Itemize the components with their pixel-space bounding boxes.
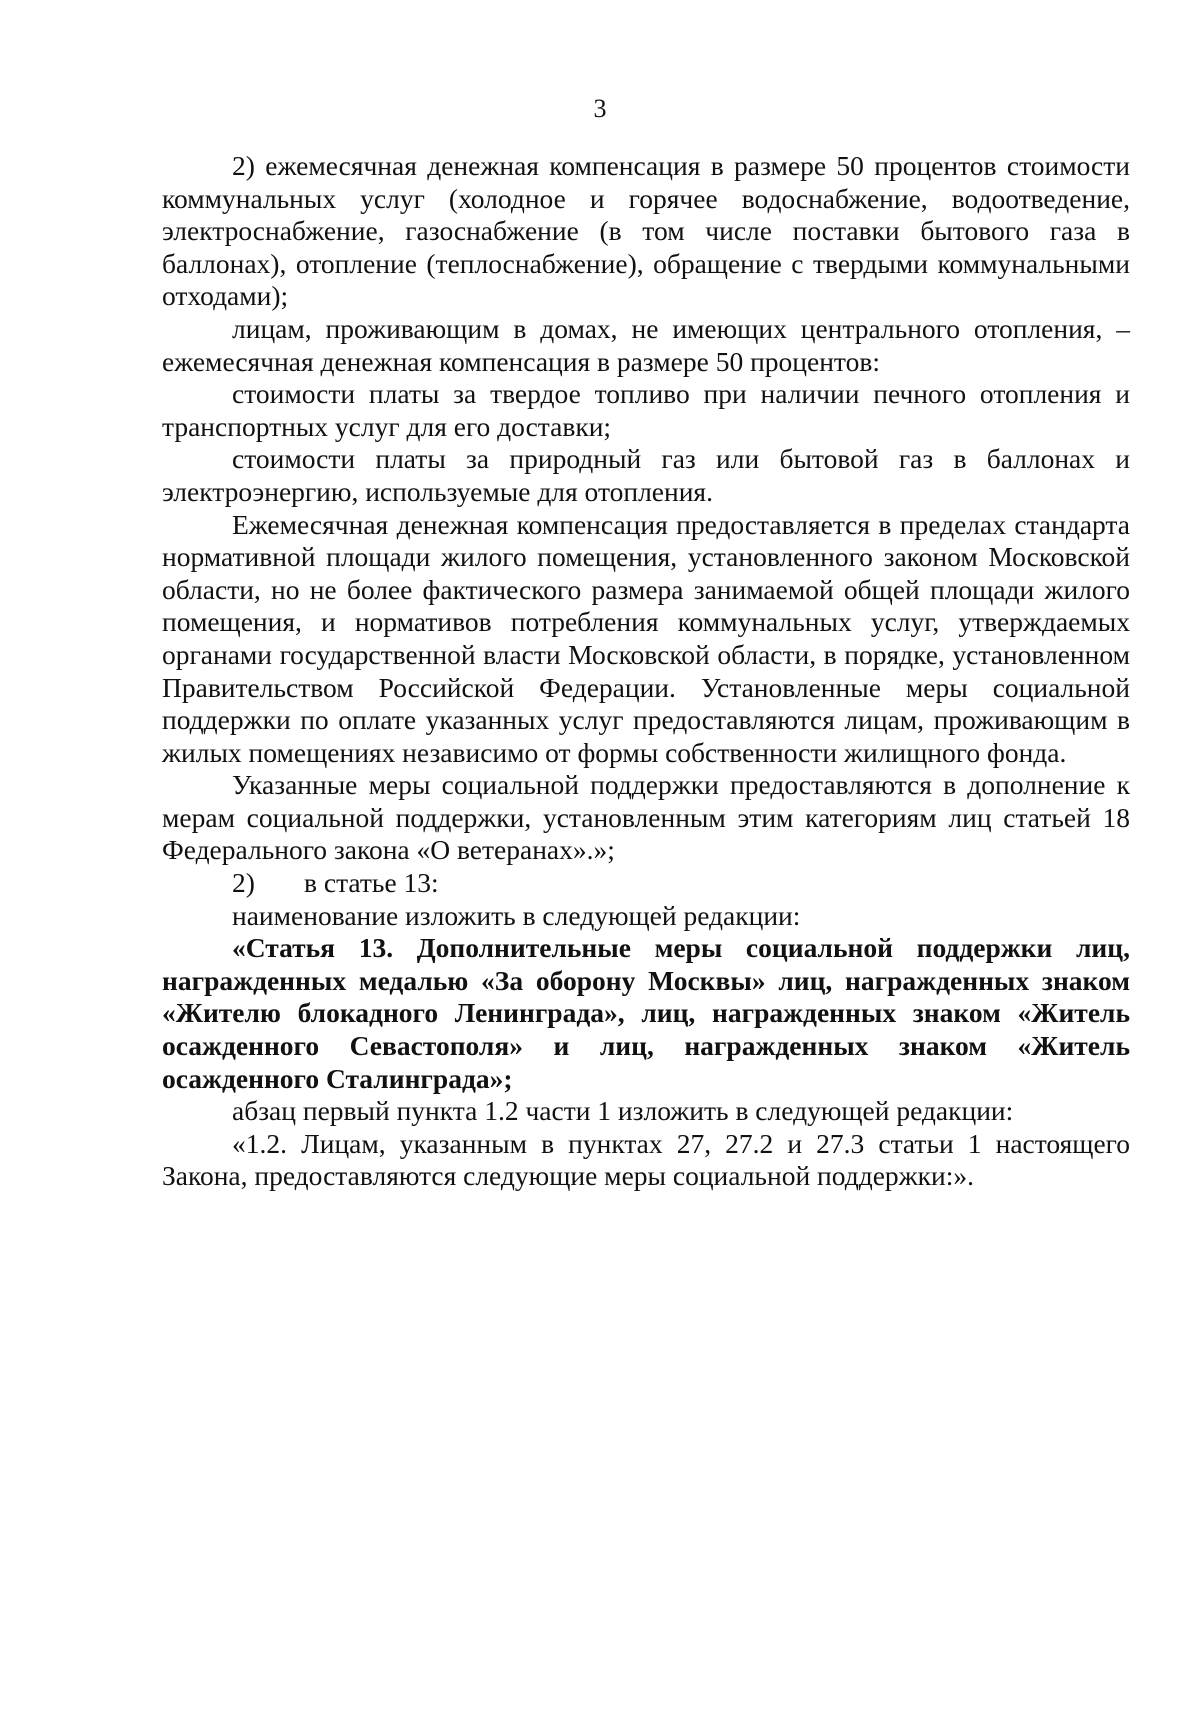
- paragraph-new-text: «1.2. Лицам, указанным в пунктах 27, 27.2 и 27.3 статьи 1 настоящего Закона, предоставляются следующие меры социальной поддержки:».: [162, 1127, 1130, 1192]
- list-item-number: 2): [232, 867, 255, 899]
- list-item-text: в статье 13:: [304, 867, 439, 899]
- page-number: 3: [593, 94, 607, 123]
- paragraph-title-instruction: наименование изложить в следующей редакции:: [232, 899, 801, 931]
- paragraph-additional-measures: Указанные меры социальной поддержки предоставляются в дополнение к мерам социальной поддержки, установленным этим категориям лиц статьей 18 Федерального закона «О ветеранах».»;: [162, 769, 1130, 866]
- paragraph-no-central-heating: лицам, проживающим в домах, не имеющих центрального отопления, – ежемесячная денежная компенсация в размере 50 процентов:: [162, 312, 1130, 377]
- document-body: [162, 150, 1130, 1193]
- paragraph-first-instruction: абзац первый пункта 1.2 части 1 изложить в следующей редакции:: [232, 1095, 1014, 1127]
- article-title: «Статья 13. Дополнительные меры социальной поддержки лиц, награжденных медалью «За оборону Москвы» лиц, награжденных знаком «Жителю блокадного Ленинграда», лиц, награжденных знаком «Житель осажденного Севастополя» и лиц, награжденных знаком «Житель осажденного Сталинграда»;: [162, 932, 1130, 1094]
- paragraph-compensation: 2) ежемесячная денежная компенсация в размере 50 процентов стоимости коммунальных услуг (холодное и горячее водоснабжение, водоотведение, электроснабжение, газоснабжение (в том числе поставки бытового газа в баллонах), отопление (теплоснабжение), обращение с твердыми коммунальными отходами);: [162, 150, 1130, 312]
- paragraph-solid-fuel: стоимости платы за твердое топливо при наличии печного отопления и транспортных услуг для его доставки;: [162, 378, 1130, 442]
- paragraph-compensation-limits: Ежемесячная денежная компенсация предоставляется в пределах стандарта нормативной площади жилого помещения, установленного законом Московской области, но не более фактического размера занимаемой общей площади жилого помещения, и нормативов потребления коммунальных услуг, утверждаемых органами государственной власти Московской области, в порядке, установленном Правительством Российской Федерации. Установленные меры социальной поддержки по оплате указанных услуг предоставляются лицам, проживающим в жилых помещениях независимо от формы собственности жилищного фонда.: [162, 508, 1130, 768]
- paragraph-natural-gas: стоимости платы за природный газ или бытовой газ в баллонах и электроэнергию, используемые для отопления.: [162, 443, 1130, 507]
- list-item-article-13: [162, 867, 1130, 900]
